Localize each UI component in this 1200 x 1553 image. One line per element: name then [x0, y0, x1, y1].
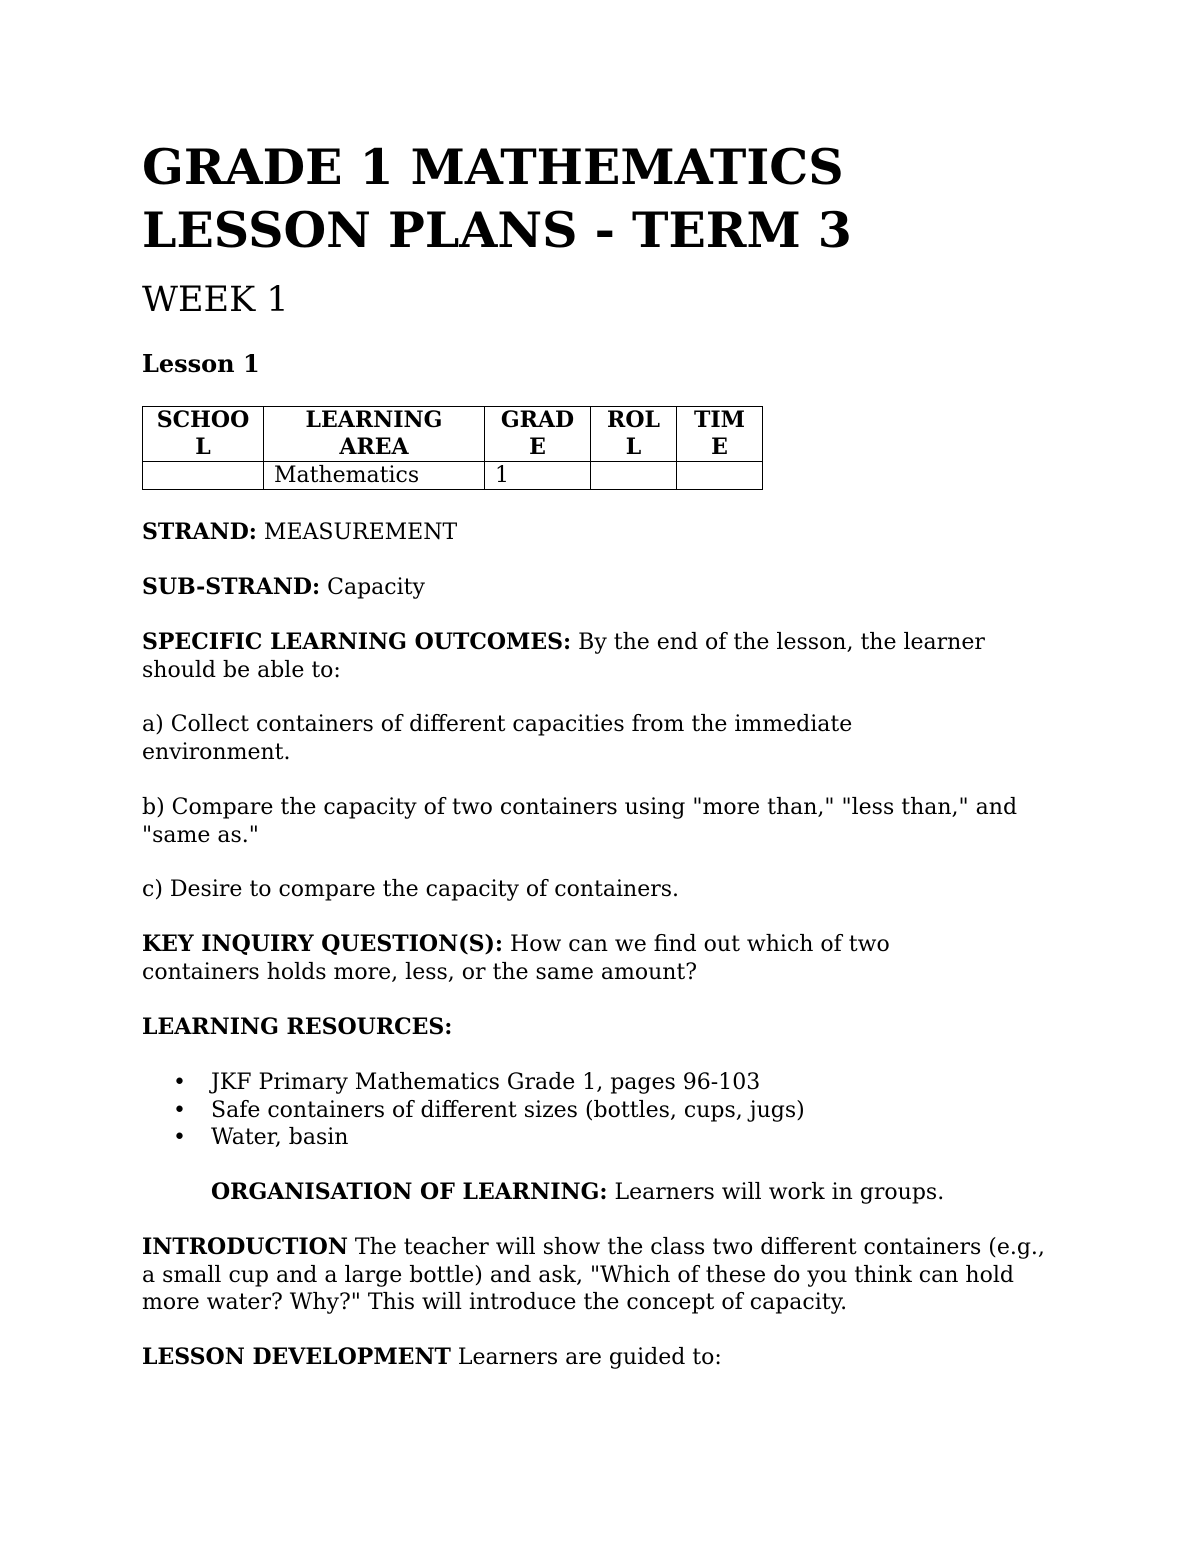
document-title: GRADE 1 MATHEMATICS LESSON PLANS - TERM 3 [142, 138, 852, 259]
header-time [677, 407, 763, 462]
bullet-marker: • [173, 1125, 186, 1150]
organisation-value: Learners will work in groups. [607, 1180, 945, 1205]
list-item [142, 1097, 805, 1125]
development-paragraph [142, 1344, 1062, 1372]
outcomes-label: SPECIFIC LEARNING OUTCOMES: [142, 629, 572, 655]
strand-paragraph [142, 519, 1062, 547]
strand-value: MEASUREMENT [256, 520, 458, 545]
lesson-info-table [142, 406, 763, 490]
inquiry-paragraph [142, 931, 962, 986]
resources-heading [142, 1014, 1062, 1042]
cell-time [677, 462, 763, 490]
header-learning-area-text: LEARNING AREA [305, 407, 443, 460]
outcome-item-c: c) Desire to compare the capacity of containers. [142, 877, 680, 902]
list-item [142, 1124, 805, 1152]
development-value: Learners are guided to: [450, 1345, 722, 1370]
header-grade-text: GRADE [500, 407, 575, 460]
cell-learning-area: Mathematics [264, 462, 485, 490]
resources-list [142, 1069, 805, 1152]
sub-strand-label: SUB-STRAND: [142, 574, 321, 600]
organisation-paragraph [211, 1179, 1071, 1207]
table-header-row [143, 407, 763, 462]
outcomes-paragraph [142, 629, 1062, 684]
header-school [143, 407, 264, 462]
cell-grade: 1 [485, 462, 591, 490]
header-grade [485, 407, 591, 462]
header-time-text: TIME [693, 407, 745, 460]
resource-item-text: JKF Primary Mathematics Grade 1, pages 96-103 [211, 1070, 761, 1095]
bullet-marker: • [173, 1070, 186, 1095]
header-roll [591, 407, 677, 462]
resource-item-text: Safe containers of different sizes (bottles, cups, jugs) [211, 1097, 805, 1123]
resources-label: LEARNING RESOURCES: [142, 1014, 453, 1040]
development-label: LESSON DEVELOPMENT [142, 1344, 451, 1370]
week-heading: WEEK 1 [142, 280, 289, 320]
introduction-value: The teacher will show the class two different containers (e.g., a small cup and a large bottle) and ask, "Which of these do you think can hold more water? Why?" This will introduce the concept of capacity. [142, 1235, 1045, 1315]
header-learning-area [264, 407, 485, 462]
resource-item-text: Water, basin [211, 1125, 349, 1150]
inquiry-label: KEY INQUIRY QUESTION(S): [142, 931, 504, 957]
lesson-heading: Lesson 1 [142, 349, 260, 378]
cell-roll [591, 462, 677, 490]
outcome-item-b: b) Compare the capacity of two containers using "more than," "less than," and "same as." [142, 795, 1018, 848]
table-row [143, 462, 763, 490]
outcome-item-a: a) Collect containers of different capacities from the immediate environment. [142, 712, 853, 765]
organisation-label: ORGANISATION OF LEARNING: [211, 1179, 608, 1205]
outcomes-value: By the end of the lesson, the learner should be able to: [142, 630, 985, 683]
cell-school [143, 462, 264, 490]
sub-strand-paragraph [142, 574, 1062, 602]
list-item [142, 1069, 805, 1097]
inquiry-value: How can we find out which of two containers holds more, less, or the same amount? [142, 932, 890, 985]
strand-label: STRAND: [142, 519, 257, 545]
introduction-paragraph [142, 1234, 1057, 1317]
header-roll-text: ROLL [607, 407, 660, 460]
sub-strand-value: Capacity [320, 575, 425, 600]
introduction-label: INTRODUCTION [142, 1234, 348, 1260]
bullet-marker: • [173, 1097, 186, 1123]
header-school-text: SCHOOL [156, 407, 250, 460]
